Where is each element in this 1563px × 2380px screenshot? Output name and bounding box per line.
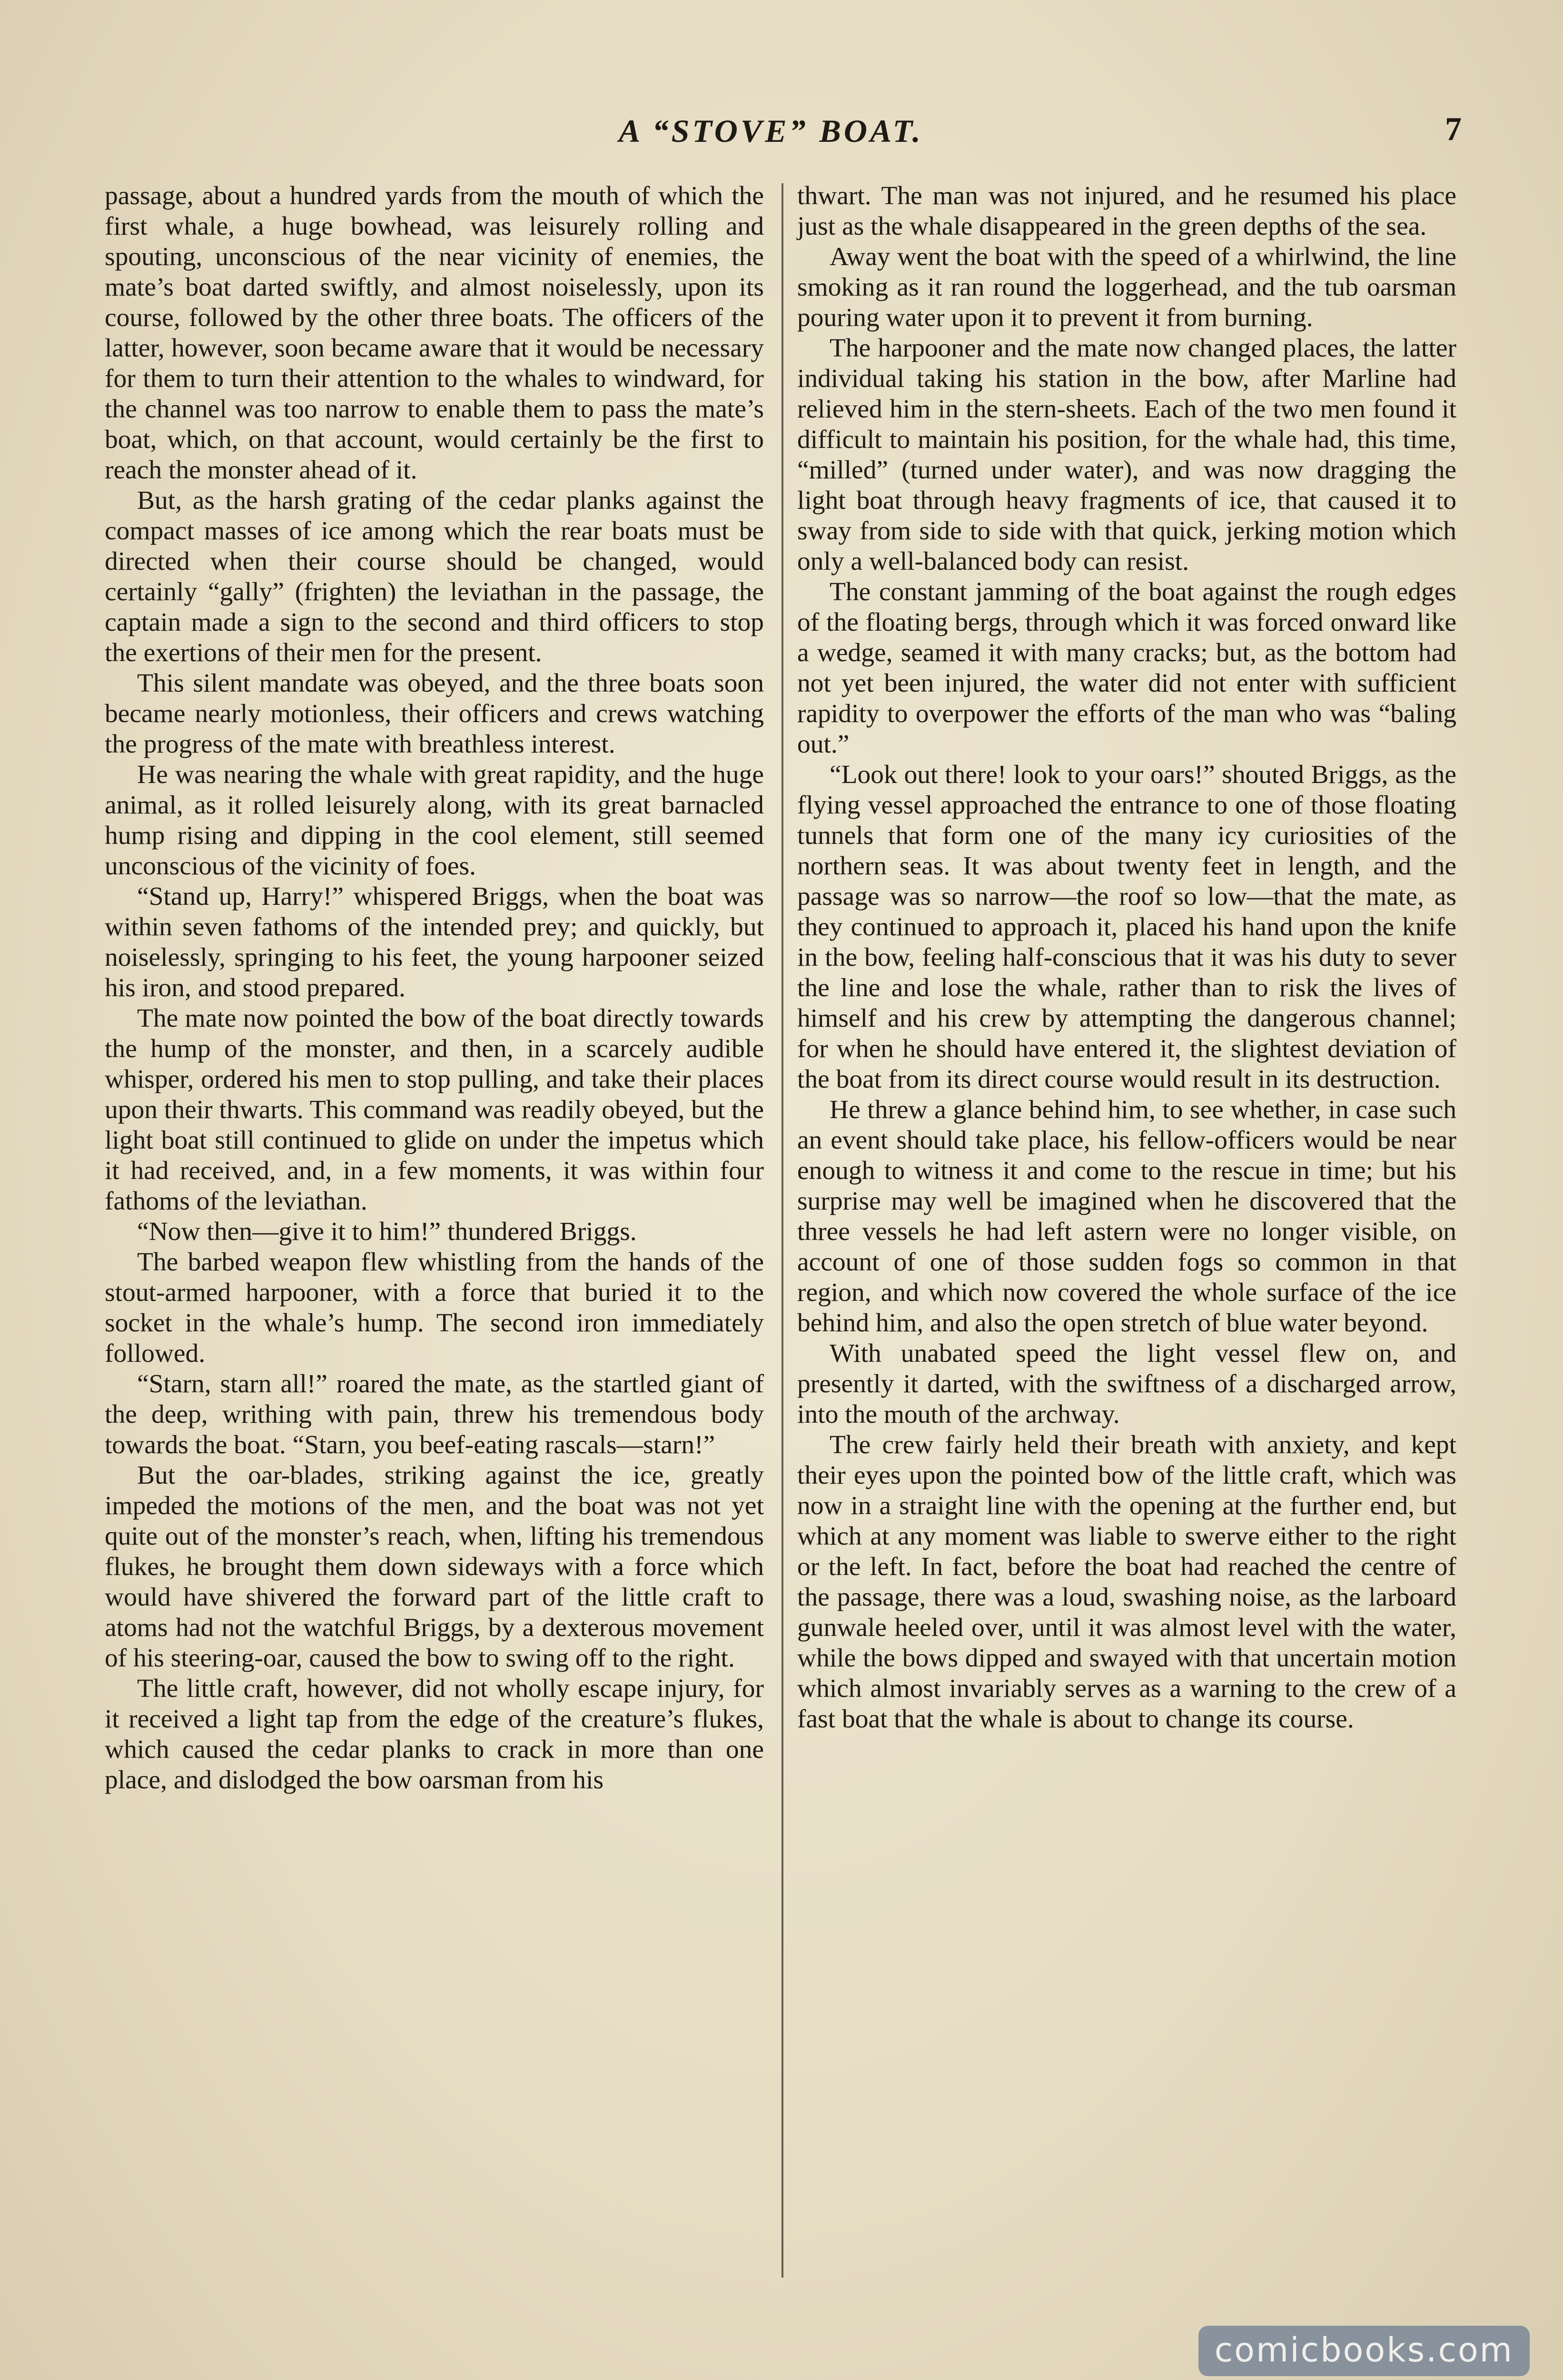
paragraph: With unabated speed the light vessel flew on, and presently it darted, with the swiftness of a discharged arrow, into the mouth of the archway. <box>797 1339 1456 1429</box>
paragraph: The barbed weapon flew whistling from the hands of the stout-armed harpooner, with a force that buried it to the socket in the whale’s hump. The second iron immediately followed. <box>105 1248 764 1368</box>
paragraph: He was nearing the whale with great rapidity, and the huge animal, as it rolled leisurely along, with its great barnacled hump rising and dipping in the cool element, still seemed unconscious of the vicinity of foes. <box>105 760 764 881</box>
paragraph: “Stand up, Harry!” whispered Briggs, when the boat was within seven fathoms of the intended prey; and quickly, but noiselessly, springing to his feet, the young harpooner seized his iron, and stood prepared. <box>105 882 764 1002</box>
left-column <box>105 181 764 1795</box>
paragraph: The harpooner and the mate now changed places, the latter individual taking his station in the bow, after Marline had relieved him in the stern-sheets. Each of the two men found it difficult to maintain his position, for the whale had, this time, “milled” (turned under water), and was now dragging the light boat through heavy fragments of ice, that caused it to sway from side to side with that quick, jerking motion which only a well-balanced body can resist. <box>797 334 1456 576</box>
page-number: 7 <box>1445 111 1462 148</box>
running-title: A “STOVE” BOAT. <box>619 113 923 149</box>
paragraph: He threw a glance behind him, to see whether, in case such an event should take place, his fellow-officers would be near enough to witness it and come to the rescue in time; but his surprise may well be imagined when he discovered that the three vessels he had left astern were no longer visible, on account of one of those sudden fogs so common in that region, and which now covered the whole surface of the ice behind him, and also the open stretch of blue water beyond. <box>797 1095 1456 1338</box>
paragraph: This silent mandate was obeyed, and the three boats soon became nearly motionless, their officers and crews watching the progress of the mate with breathless interest. <box>105 669 764 759</box>
paragraph: The constant jamming of the boat against the rough edges of the floating bergs, through which it was forced onward like a wedge, seamed it with many cracks; but, as the bottom had not yet been injured, the water did not enter with sufficient rapidity to overpower the efforts of the man who was “baling out.” <box>797 577 1456 759</box>
paragraph: passage, about a hundred yards from the mouth of which the first whale, a huge bowhead, was leisurely rolling and spouting, unconscious of the near vicinity of enemies, the mate’s boat darted swiftly, and almost noiselessly, upon its course, followed by the other three boats. The officers of the latter, however, soon became aware that it would be necessary for them to turn their attention to the whales to windward, for the channel was too narrow to enable them to pass the mate’s boat, which, on that account, would certainly be the first to reach the monster ahead of it. <box>105 181 764 485</box>
paragraph: “Now then—give it to him!” thundered Briggs. <box>137 1217 637 1246</box>
paragraph: “Starn, starn all!” roared the mate, as the startled giant of the deep, writhing with pain, threw his tremendous body towards the boat. “Starn, you beef-eating rascals—starn!” <box>105 1369 764 1459</box>
paragraph: The crew fairly held their breath with anxiety, and kept their eyes upon the pointed bow of the little craft, which was now in a straight line with the opening at the further end, but which at any moment was liable to swerve either to the right or the left. In fact, before the boat had reached the centre of the passage, there was a loud, swashing noise, as the larboard gunwale heeled over, until it was almost level with the water, while the bows dipped and swayed with that uncertain motion which almost invariably serves as a warning to the crew of a fast boat that the whale is about to change its course. <box>797 1430 1456 1734</box>
paragraph: The little craft, however, did not wholly escape injury, for it received a light tap from the edge of the creature’s flukes, which caused the cedar planks to crack in more than one place, and dislodged the bow oarsman from his <box>105 1674 764 1795</box>
paragraph: But, as the harsh grating of the cedar planks against the compact masses of ice among which the rear boats must be directed when their course should be changed, would certainly “gally” (frighten) the leviathan in the passage, the captain made a sign to the second and third officers to stop the exertions of their men for the present. <box>105 486 764 667</box>
watermark: comicbooks.com <box>1198 2326 1530 2376</box>
column-divider <box>782 183 783 2278</box>
paragraph: thwart. The man was not injured, and he resumed his place just as the whale disappeared in the green depths of the sea. <box>797 181 1456 241</box>
paragraph: But the oar-blades, striking against the ice, greatly impeded the motions of the men, and the boat was not yet quite out of the monster’s reach, when, lifting his tremendous flukes, he brought them down sideways with a force which would have shivered the forward part of the little craft to atoms had not the watchful Briggs, by a dexterous movement of his steering-oar, caused the bow to swing off to the right. <box>105 1461 764 1673</box>
right-column <box>797 181 1456 1735</box>
paragraph: “Look out there! look to your oars!” shouted Briggs, as the flying vessel approached the entrance to one of those floating tunnels that form one of the many icy curiosities of the northern seas. It was about twenty feet in length, and the passage was so narrow—the roof so low—that the mate, as they continued to approach it, placed his hand upon the knife in the bow, feeling half-conscious that it was his duty to sever the line and lose the whale, rather than to risk the lives of himself and his crew by attempting the dangerous channel; for when he should have entered it, the slightest deviation of the boat from its direct course would result in its destruction. <box>797 760 1456 1094</box>
paragraph: The mate now pointed the bow of the boat directly towards the hump of the monster, and then, in a scarcely audible whisper, ordered his men to stop pulling, and take their places upon their thwarts. This command was readily obeyed, but the light boat still continued to glide on under the impetus which it had received, and, in a few moments, it was within four fathoms of the leviathan. <box>105 1004 764 1216</box>
paragraph: Away went the boat with the speed of a whirlwind, the line smoking as it ran round the loggerhead, and the tub oarsman pouring water upon it to prevent it from burning. <box>797 242 1456 332</box>
